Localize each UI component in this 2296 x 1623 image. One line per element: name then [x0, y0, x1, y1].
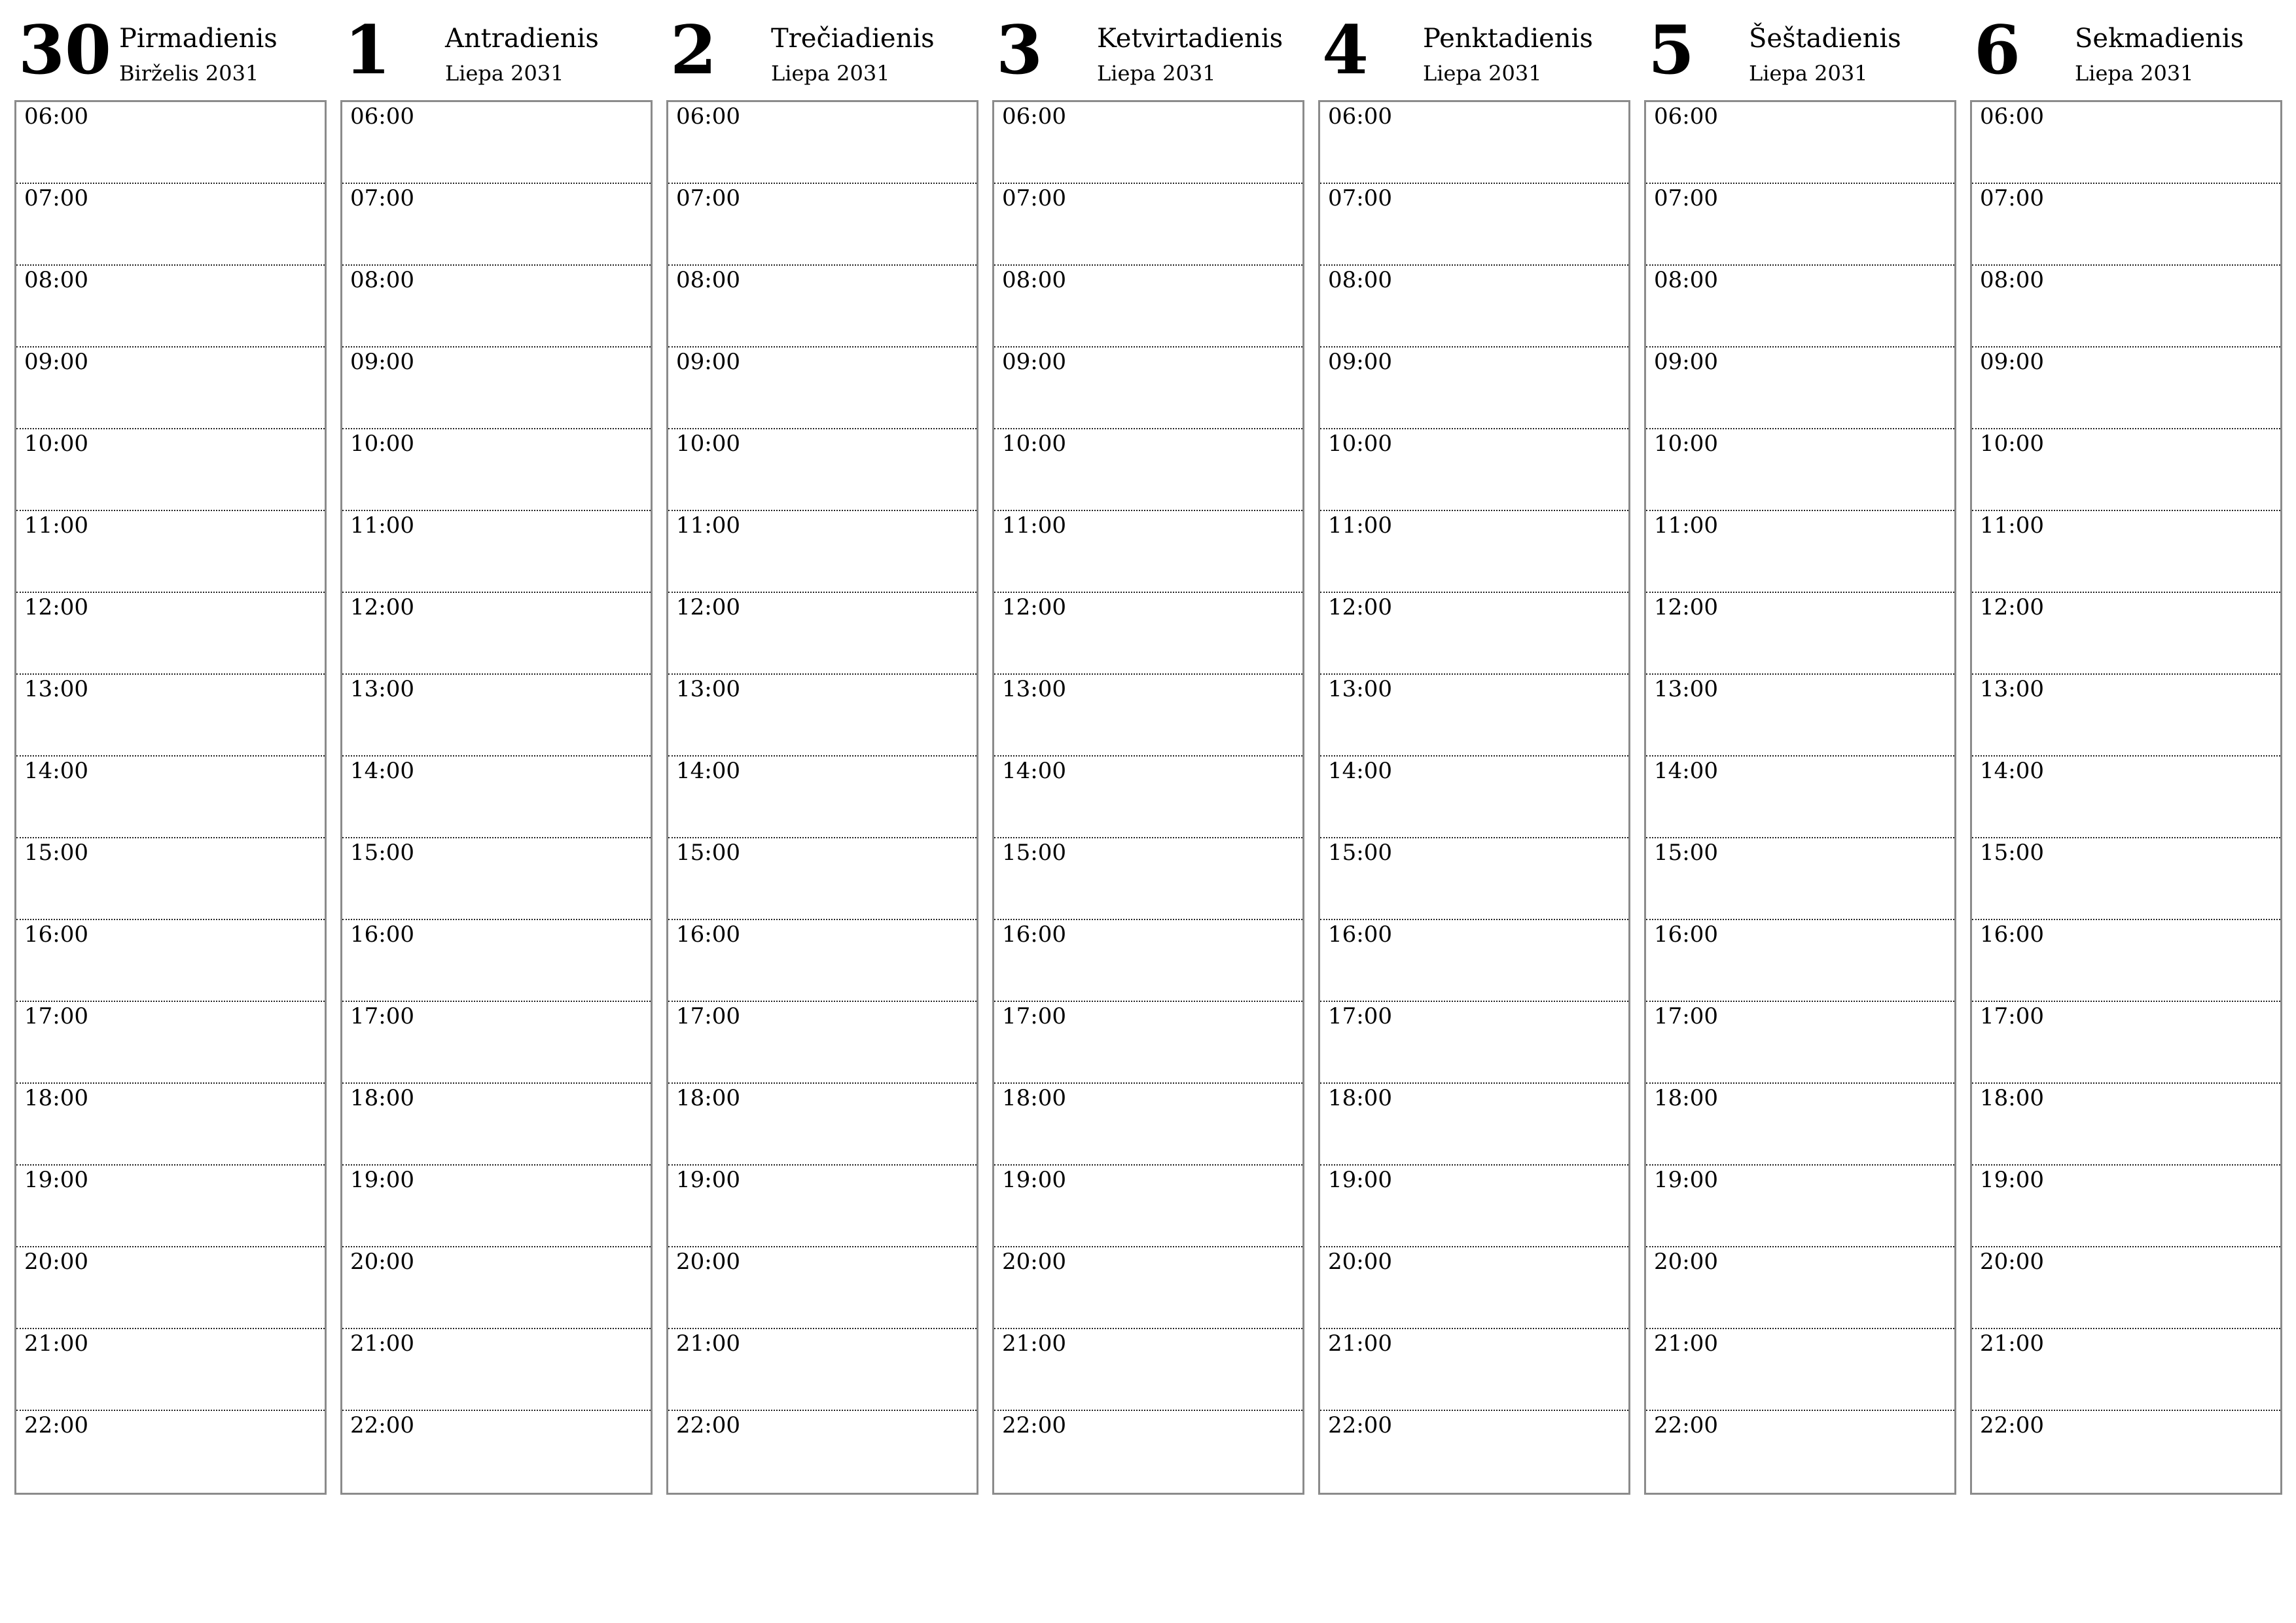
- time-label: 11:00: [676, 512, 740, 539]
- time-slot: [1972, 675, 2280, 757]
- time-slot: [994, 757, 1302, 838]
- time-label: 14:00: [1980, 758, 2044, 784]
- time-label: 06:00: [676, 103, 740, 130]
- time-slot: [668, 1329, 977, 1411]
- time-slot: [994, 266, 1302, 348]
- time-slot: [668, 1002, 977, 1084]
- time-slot: [342, 429, 651, 511]
- time-slot: [16, 1411, 325, 1495]
- time-slot: [1646, 1329, 1954, 1411]
- time-label: 14:00: [350, 758, 414, 784]
- time-slot: [16, 675, 325, 757]
- time-label: 19:00: [1980, 1167, 2044, 1193]
- time-label: 10:00: [1980, 431, 2044, 457]
- time-slot: [16, 1084, 325, 1166]
- time-slot: [1646, 1166, 1954, 1247]
- day-number: 4: [1322, 11, 1369, 90]
- time-label: 12:00: [24, 594, 88, 620]
- time-slot: [994, 429, 1302, 511]
- time-label: 22:00: [24, 1412, 88, 1438]
- time-slot: [16, 593, 325, 675]
- time-label: 18:00: [1002, 1085, 1066, 1111]
- time-label: 10:00: [350, 431, 414, 457]
- month-year: Liepa 2031: [445, 61, 564, 86]
- time-label: 18:00: [676, 1085, 740, 1111]
- time-label: 13:00: [1654, 676, 1718, 702]
- time-slot: [1320, 511, 1628, 593]
- day-column: [1644, 11, 1956, 1496]
- time-label: 06:00: [350, 103, 414, 130]
- time-label: 20:00: [24, 1249, 88, 1275]
- time-slot: [1320, 920, 1628, 1002]
- time-label: 19:00: [350, 1167, 414, 1193]
- time-slot: [1320, 1329, 1628, 1411]
- time-label: 16:00: [676, 921, 740, 948]
- time-label: 21:00: [1654, 1330, 1718, 1357]
- time-slot: [1972, 429, 2280, 511]
- time-label: 08:00: [350, 267, 414, 293]
- time-slot: [1646, 348, 1954, 429]
- time-label: 13:00: [1002, 676, 1066, 702]
- time-label: 17:00: [1328, 1003, 1392, 1029]
- time-slot: [1646, 593, 1954, 675]
- day-header: [1644, 11, 1956, 100]
- time-label: 15:00: [1002, 840, 1066, 866]
- time-slot: [1646, 184, 1954, 266]
- time-label: 17:00: [1654, 1003, 1718, 1029]
- time-label: 16:00: [24, 921, 88, 948]
- time-slot: [1646, 511, 1954, 593]
- time-label: 21:00: [1002, 1330, 1066, 1357]
- time-label: 21:00: [350, 1330, 414, 1357]
- day-column: [992, 11, 1304, 1496]
- time-label: 13:00: [1980, 676, 2044, 702]
- time-slot: [16, 1166, 325, 1247]
- time-label: 22:00: [1980, 1412, 2044, 1438]
- day-schedule-box: [666, 100, 978, 1495]
- time-label: 08:00: [1002, 267, 1066, 293]
- time-slot: [1320, 1002, 1628, 1084]
- time-slot: [342, 1411, 651, 1495]
- time-slot: [668, 1166, 977, 1247]
- month-year: Liepa 2031: [1097, 61, 1216, 86]
- time-slot: [1646, 102, 1954, 184]
- time-label: 15:00: [1328, 840, 1392, 866]
- weekday-name: Penktadienis: [1423, 24, 1593, 54]
- time-label: 12:00: [1980, 594, 2044, 620]
- time-label: 13:00: [1328, 676, 1392, 702]
- time-label: 11:00: [24, 512, 88, 539]
- time-label: 14:00: [24, 758, 88, 784]
- time-label: 17:00: [24, 1003, 88, 1029]
- time-label: 16:00: [1980, 921, 2044, 948]
- time-label: 09:00: [1328, 349, 1392, 375]
- time-label: 15:00: [1980, 840, 2044, 866]
- weekday-name: Pirmadienis: [119, 24, 278, 54]
- time-slot: [668, 838, 977, 920]
- time-label: 22:00: [350, 1412, 414, 1438]
- time-label: 06:00: [1980, 103, 2044, 130]
- time-label: 10:00: [1002, 431, 1066, 457]
- time-label: 20:00: [350, 1249, 414, 1275]
- time-label: 17:00: [1002, 1003, 1066, 1029]
- time-label: 08:00: [676, 267, 740, 293]
- time-slot: [668, 511, 977, 593]
- time-label: 08:00: [24, 267, 88, 293]
- time-slot: [16, 184, 325, 266]
- time-slot: [342, 1329, 651, 1411]
- day-column: [14, 11, 327, 1496]
- time-label: 14:00: [1328, 758, 1392, 784]
- time-label: 21:00: [24, 1330, 88, 1357]
- time-slot: [342, 1002, 651, 1084]
- time-label: 16:00: [350, 921, 414, 948]
- time-label: 15:00: [676, 840, 740, 866]
- time-label: 11:00: [1002, 512, 1066, 539]
- time-slot: [668, 102, 977, 184]
- time-slot: [1972, 593, 2280, 675]
- time-slot: [342, 675, 651, 757]
- time-slot: [1972, 102, 2280, 184]
- time-label: 15:00: [24, 840, 88, 866]
- weekday-name: Sekmadienis: [2075, 24, 2244, 54]
- time-label: 07:00: [676, 185, 740, 211]
- time-label: 07:00: [1328, 185, 1392, 211]
- time-label: 13:00: [24, 676, 88, 702]
- time-slot: [342, 184, 651, 266]
- time-label: 10:00: [676, 431, 740, 457]
- time-label: 16:00: [1654, 921, 1718, 948]
- time-label: 07:00: [1654, 185, 1718, 211]
- time-slot: [342, 1247, 651, 1329]
- time-label: 12:00: [1328, 594, 1392, 620]
- time-label: 20:00: [1980, 1249, 2044, 1275]
- time-slot: [1320, 1247, 1628, 1329]
- time-slot: [994, 1329, 1302, 1411]
- weekday-name: Antradienis: [445, 24, 599, 54]
- day-schedule-box: [1644, 100, 1956, 1495]
- time-label: 17:00: [350, 1003, 414, 1029]
- time-slot: [1320, 675, 1628, 757]
- time-slot: [16, 838, 325, 920]
- month-year: Birželis 2031: [119, 61, 259, 86]
- weekly-planner: [14, 11, 2283, 1496]
- time-slot: [342, 1166, 651, 1247]
- time-slot: [1320, 1411, 1628, 1495]
- day-number: 6: [1974, 11, 2020, 90]
- day-number: 30: [18, 11, 111, 90]
- time-label: 22:00: [1328, 1412, 1392, 1438]
- time-slot: [1972, 184, 2280, 266]
- weekday-name: Šeštadienis: [1749, 24, 1901, 54]
- time-slot: [1320, 429, 1628, 511]
- weekday-name: Trečiadienis: [771, 24, 935, 54]
- day-header: [14, 11, 327, 100]
- time-slot: [994, 1247, 1302, 1329]
- time-slot: [16, 1002, 325, 1084]
- time-label: 09:00: [1002, 349, 1066, 375]
- time-label: 06:00: [24, 103, 88, 130]
- time-label: 08:00: [1328, 267, 1392, 293]
- time-label: 07:00: [24, 185, 88, 211]
- time-slot: [668, 1084, 977, 1166]
- day-schedule-box: [1970, 100, 2282, 1495]
- time-label: 19:00: [1328, 1167, 1392, 1193]
- time-label: 16:00: [1328, 921, 1392, 948]
- day-schedule-box: [1318, 100, 1630, 1495]
- time-slot: [668, 1411, 977, 1495]
- time-slot: [1646, 1247, 1954, 1329]
- time-slot: [342, 757, 651, 838]
- time-slot: [994, 1002, 1302, 1084]
- time-label: 18:00: [1328, 1085, 1392, 1111]
- day-schedule-box: [340, 100, 653, 1495]
- time-slot: [1972, 348, 2280, 429]
- time-label: 13:00: [350, 676, 414, 702]
- day-schedule-box: [992, 100, 1304, 1495]
- time-slot: [1972, 511, 2280, 593]
- time-slot: [1972, 1084, 2280, 1166]
- time-slot: [1320, 757, 1628, 838]
- time-slot: [1646, 757, 1954, 838]
- time-slot: [668, 675, 977, 757]
- weekday-name: Ketvirtadienis: [1097, 24, 1283, 54]
- month-year: Liepa 2031: [1423, 61, 1542, 86]
- time-slot: [668, 920, 977, 1002]
- time-slot: [1320, 102, 1628, 184]
- day-column: [1318, 11, 1630, 1496]
- time-label: 09:00: [676, 349, 740, 375]
- time-slot: [16, 511, 325, 593]
- time-slot: [16, 348, 325, 429]
- time-slot: [994, 184, 1302, 266]
- time-slot: [16, 102, 325, 184]
- month-year: Liepa 2031: [1749, 61, 1868, 86]
- time-label: 13:00: [676, 676, 740, 702]
- time-slot: [1320, 266, 1628, 348]
- time-slot: [994, 102, 1302, 184]
- time-slot: [994, 593, 1302, 675]
- time-label: 11:00: [1654, 512, 1718, 539]
- time-slot: [668, 429, 977, 511]
- time-slot: [1646, 1002, 1954, 1084]
- time-label: 15:00: [350, 840, 414, 866]
- time-slot: [1320, 593, 1628, 675]
- time-label: 20:00: [1654, 1249, 1718, 1275]
- day-header: [340, 11, 653, 100]
- time-slot: [994, 1166, 1302, 1247]
- time-slot: [342, 920, 651, 1002]
- day-header: [992, 11, 1304, 100]
- time-label: 21:00: [1328, 1330, 1392, 1357]
- time-slot: [1972, 757, 2280, 838]
- month-year: Liepa 2031: [2075, 61, 2194, 86]
- time-label: 19:00: [1002, 1167, 1066, 1193]
- time-label: 16:00: [1002, 921, 1066, 948]
- time-slot: [342, 838, 651, 920]
- time-slot: [1972, 1247, 2280, 1329]
- time-label: 10:00: [1654, 431, 1718, 457]
- time-label: 22:00: [676, 1412, 740, 1438]
- time-label: 21:00: [676, 1330, 740, 1357]
- time-label: 09:00: [1654, 349, 1718, 375]
- time-slot: [994, 1411, 1302, 1495]
- time-label: 21:00: [1980, 1330, 2044, 1357]
- time-label: 12:00: [1002, 594, 1066, 620]
- time-label: 18:00: [24, 1085, 88, 1111]
- time-label: 11:00: [1980, 512, 2044, 539]
- time-label: 15:00: [1654, 840, 1718, 866]
- day-column: [340, 11, 653, 1496]
- day-column: [1970, 11, 2282, 1496]
- time-slot: [994, 920, 1302, 1002]
- time-label: 18:00: [1980, 1085, 2044, 1111]
- time-slot: [1320, 1084, 1628, 1166]
- time-label: 06:00: [1002, 103, 1066, 130]
- time-slot: [16, 1329, 325, 1411]
- time-slot: [1646, 266, 1954, 348]
- time-slot: [1972, 1002, 2280, 1084]
- time-slot: [1320, 184, 1628, 266]
- time-slot: [1972, 1329, 2280, 1411]
- time-label: 08:00: [1980, 267, 2044, 293]
- day-header: [1318, 11, 1630, 100]
- month-year: Liepa 2031: [771, 61, 890, 86]
- time-label: 11:00: [1328, 512, 1392, 539]
- time-slot: [668, 593, 977, 675]
- time-slot: [342, 593, 651, 675]
- day-column: [666, 11, 978, 1496]
- time-slot: [994, 348, 1302, 429]
- time-slot: [342, 511, 651, 593]
- time-slot: [342, 102, 651, 184]
- time-slot: [16, 920, 325, 1002]
- time-slot: [668, 184, 977, 266]
- time-slot: [1320, 838, 1628, 920]
- time-label: 18:00: [1654, 1085, 1718, 1111]
- time-label: 19:00: [1654, 1167, 1718, 1193]
- time-label: 20:00: [1002, 1249, 1066, 1275]
- day-header: [1970, 11, 2282, 100]
- time-label: 08:00: [1654, 267, 1718, 293]
- time-label: 07:00: [1002, 185, 1066, 211]
- time-label: 22:00: [1654, 1412, 1718, 1438]
- time-slot: [16, 266, 325, 348]
- time-slot: [668, 266, 977, 348]
- time-slot: [1646, 1084, 1954, 1166]
- time-slot: [994, 1084, 1302, 1166]
- time-label: 19:00: [24, 1167, 88, 1193]
- time-label: 07:00: [1980, 185, 2044, 211]
- time-label: 19:00: [676, 1167, 740, 1193]
- time-slot: [1646, 838, 1954, 920]
- day-number: 5: [1648, 11, 1695, 90]
- time-slot: [1646, 920, 1954, 1002]
- time-label: 06:00: [1654, 103, 1718, 130]
- time-slot: [16, 429, 325, 511]
- time-slot: [1646, 1411, 1954, 1495]
- time-slot: [668, 1247, 977, 1329]
- time-slot: [1646, 675, 1954, 757]
- time-slot: [1972, 1411, 2280, 1495]
- time-slot: [668, 348, 977, 429]
- time-label: 09:00: [1980, 349, 2044, 375]
- time-label: 10:00: [24, 431, 88, 457]
- time-slot: [668, 757, 977, 838]
- time-slot: [1646, 429, 1954, 511]
- time-label: 22:00: [1002, 1412, 1066, 1438]
- time-label: 12:00: [1654, 594, 1718, 620]
- day-number: 2: [670, 11, 717, 90]
- time-slot: [1972, 1166, 2280, 1247]
- time-label: 20:00: [676, 1249, 740, 1275]
- time-slot: [1320, 1166, 1628, 1247]
- time-slot: [1320, 348, 1628, 429]
- time-label: 17:00: [1980, 1003, 2044, 1029]
- time-label: 12:00: [350, 594, 414, 620]
- time-label: 12:00: [676, 594, 740, 620]
- time-slot: [16, 1247, 325, 1329]
- time-slot: [994, 675, 1302, 757]
- time-label: 14:00: [676, 758, 740, 784]
- day-number: 1: [344, 11, 391, 90]
- time-slot: [1972, 920, 2280, 1002]
- time-label: 07:00: [350, 185, 414, 211]
- time-slot: [342, 266, 651, 348]
- time-label: 06:00: [1328, 103, 1392, 130]
- time-slot: [342, 348, 651, 429]
- time-label: 09:00: [24, 349, 88, 375]
- time-slot: [994, 511, 1302, 593]
- time-slot: [16, 757, 325, 838]
- time-label: 20:00: [1328, 1249, 1392, 1275]
- time-slot: [1972, 838, 2280, 920]
- time-label: 11:00: [350, 512, 414, 539]
- time-slot: [342, 1084, 651, 1166]
- day-header: [666, 11, 978, 100]
- time-slot: [1972, 266, 2280, 348]
- day-number: 3: [996, 11, 1043, 90]
- time-label: 17:00: [676, 1003, 740, 1029]
- time-label: 10:00: [1328, 431, 1392, 457]
- time-label: 14:00: [1002, 758, 1066, 784]
- time-label: 14:00: [1654, 758, 1718, 784]
- time-label: 18:00: [350, 1085, 414, 1111]
- time-label: 09:00: [350, 349, 414, 375]
- time-slot: [994, 838, 1302, 920]
- day-schedule-box: [14, 100, 327, 1495]
